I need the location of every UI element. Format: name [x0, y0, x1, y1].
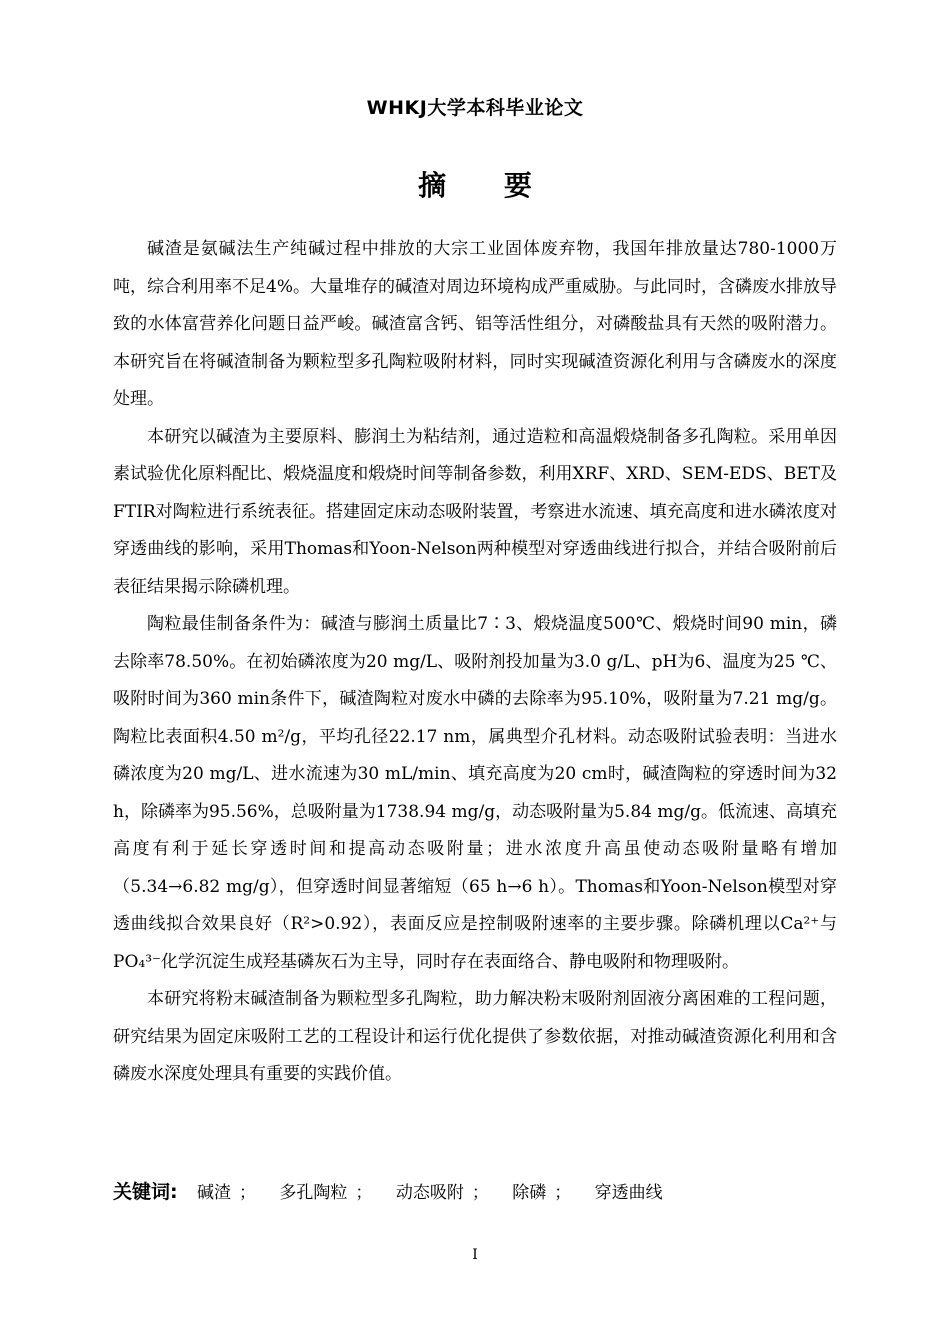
abstract-paragraph-3: 陶粒最佳制备条件为：碱渣与膨润土质量比7∶3、煅烧温度500℃、煅烧时间90 min，磷去除率78.50%。在初始磷浓度为20 mg/L、吸附剂投加量为3.0 g/L、pH为6、温度为25 ℃、吸附时间为360 min条件下，碱渣陶粒对废水中磷的去除率为95.10%，吸附量为7.21 mg/g。陶粒比表面积4.50 m²/g，平均孔径22.17 nm，属典型介孔材料。动态吸附试验表明：当进水磷浓度为20 mg/L、进水流速为30 mL/min、填充高度为20 cm时，碱渣陶粒的穿透时间为32 h，除磷率为95.56%，总吸附量为1738.94 mg/g，动态吸附量为5.84 mg/g。低流速、高填充高度有利于延长穿透时间和提高动态吸附量；进水浓度升高虽使动态吸附量略有增加（5.34→6.82 mg/g），但穿透时间显著缩短（65 h→6 h）。Thomas和Yoon-Nelson模型对穿透曲线拟合效果良好（R²>0.92），表面反应是控制吸附速率的主要步骤。除磷机理以Ca²⁺与PO₄³⁻化学沉淀生成羟基磷灰石为主导，同时存在表面络合、静电吸附和物理吸附。	[113, 614, 837, 972]
keyword-separator: ；	[471, 1183, 489, 1203]
keywords-label: 关键词:	[113, 1181, 178, 1203]
abstract-paragraph-1: 碱渣是氨碱法生产纯碱过程中排放的大宗工业固体废弃物，我国年排放量达780-1000万吨，综合利用率不足4%。大量堆存的碱渣对周边环境构成严重威胁。与此同时，含磷废水排放导致的水体富营养化问题日益严峻。碱渣富含钙、铝等活性组分，对磷酸盐具有天然的吸附潜力。本研究旨在将碱渣制备为颗粒型多孔陶粒吸附材料，同时实现碱渣资源化利用与含磷废水的深度处理。	[113, 239, 837, 409]
document-header: WHKJ大学本科毕业论文	[366, 97, 584, 119]
keyword-item: 动态吸附	[395, 1183, 464, 1203]
keyword-item: 除磷	[512, 1183, 547, 1203]
page-number: I	[472, 1247, 478, 1263]
abstract-body	[113, 231, 837, 1094]
abstract-paragraph-2: 本研究以碱渣为主要原料、膨润土为粘结剂，通过造粒和高温煅烧制备多孔陶粒。采用单因素试验优化原料配比、煅烧温度和煅烧时间等制备参数，利用XRF、XRD、SEM-EDS、BET及FTIR对陶粒进行系统表征。搭建固定床动态吸附装置，考察进水流速、填充高度和进水磷浓度对穿透曲线的影响，采用Thomas和Yoon-Nelson两种模型对穿透曲线进行拟合，并结合吸附前后表征结果揭示除磷机理。	[113, 426, 837, 597]
keywords-line	[113, 1177, 837, 1208]
abstract-paragraph-4: 本研究将粉末碱渣制备为颗粒型多孔陶粒，助力解决粉末吸附剂固液分离困难的工程问题，研究结果为固定床吸附工艺的工程设计和运行优化提供了参数依据，对推动碱渣资源化利用和含磷废水深度处理具有重要的实践价值。	[113, 989, 837, 1084]
keyword-item: 多孔陶粒	[279, 1183, 348, 1203]
keyword-item: 碱渣	[197, 1183, 232, 1203]
keyword-item: 穿透曲线	[594, 1183, 663, 1203]
page-title: 摘 要	[418, 169, 556, 202]
keyword-separator: ；	[355, 1183, 373, 1203]
keyword-separator: ；	[554, 1183, 572, 1203]
keyword-separator: ；	[239, 1183, 257, 1203]
